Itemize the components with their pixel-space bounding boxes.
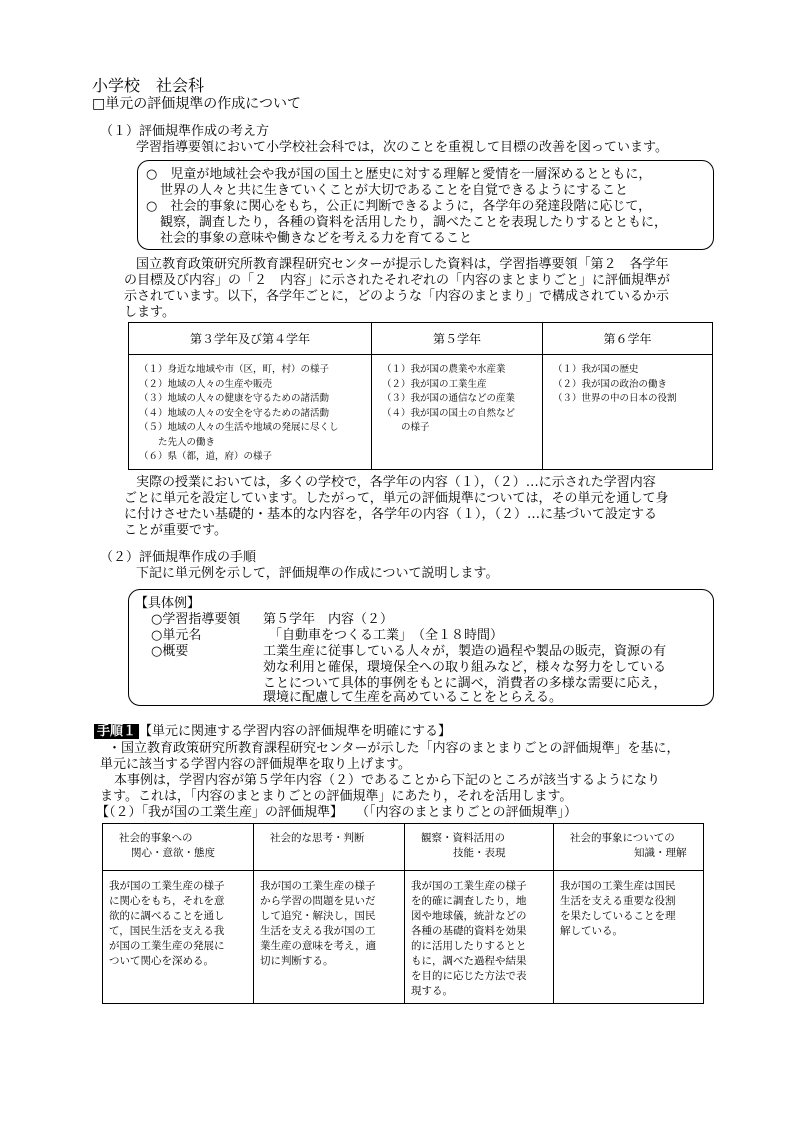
list-item: の様子 — [382, 422, 430, 433]
grade-header: 第５学年 — [372, 323, 543, 355]
criteria-caption: 【（２）「我が国の工業生産」の評価規準】 （「内容のまとまりごとの評価規準」） — [96, 805, 578, 820]
grade-header: 第３学年及び第４学年 — [129, 323, 372, 355]
list-item: （３）世界の中の日本の役割 — [553, 393, 677, 404]
grade-content-table — [128, 322, 713, 470]
criteria-cell: 我が国の工業生産の様子 に関心をもち，それを意 欲的に調べることを通し て，国民生活を支える我 が国の工業生産の発展に ついて関心を深める。 — [103, 871, 254, 1004]
section2-heading: （２）評価規準作成の手順 — [100, 550, 257, 565]
grade34-cell — [129, 355, 372, 470]
goals-box — [137, 160, 714, 250]
list-item: （４）我が国の国土の自然など — [382, 407, 516, 419]
grade5-cell — [372, 355, 543, 470]
criteria-cell: 我が国の工業生産の様子 から学習の問題を見いだ して追究・解決し，国民 生活を支える我が国の工 業生産の意味を考え，適 切に判断する。 — [254, 871, 405, 1004]
list-item: （３）地域の人々の健康を守るための諸活動 — [139, 393, 330, 404]
page-title: 小学校 社会科 — [92, 76, 205, 95]
page-subtitle: □単元の評価規準の作成について — [92, 96, 301, 112]
para-line: の目標及び内容」の「２ 内容」に示されたそれぞれの「内容のまとまりごと」に評価規準が — [124, 273, 671, 288]
para2-line: ことが重要です。 — [124, 523, 227, 538]
para-line: 国立教育政策研究所教育課程研究センターが提示した資料は，学習指導要領「第２ 各学年 — [136, 257, 669, 272]
para2-line: 実際の授業においては，多くの学校で，各学年の内容（１），（２）…に示された学習内容 — [136, 475, 656, 490]
para2-line: に付けさせたい基礎的・基本的な内容を，各学年の内容（１），（２）…に基づいて設定する — [124, 507, 658, 522]
example-label: 【具体例】 — [135, 596, 201, 611]
step1-line: 単元に該当する学習内容の評価規準を取り上げます。 — [100, 757, 411, 772]
list-item: （５）地域の人々の生活や地域の発展に尽くし — [139, 422, 339, 433]
step-badge: 手順１ — [94, 724, 139, 739]
summary-line: 環境に配慮して生産を高めていることをとらえる。 — [263, 690, 563, 705]
goal-line: ○ 児童が地域社会や我が国の国土と歴史に対する理解と愛情を一層深めるとともに， — [146, 167, 652, 182]
goal-line: 世界の人々と共に生きていくことが大切であることを自覚できるようにすること — [160, 183, 629, 198]
criteria-table — [102, 823, 704, 1004]
list-item: （１）我が国の歴史 — [553, 364, 639, 375]
summary-line: 効な利用と確保，環境保全への取り組みなど，様々な努力をしている — [263, 660, 667, 675]
example-key: ○学習指導要領 — [151, 612, 241, 627]
list-item: （１）我が国の農業や水産業 — [382, 364, 506, 375]
para2-line: ごとに単元を設定しています。したがって，単元の評価規準については，その単元を通して身 — [124, 491, 669, 506]
criteria-header: 社会的な思考・判断 — [254, 824, 405, 871]
list-item: （６）県（都，道，府）の様子 — [139, 451, 273, 462]
grade6-cell — [543, 355, 713, 470]
example-value: 第５学年 内容（２） — [263, 612, 394, 627]
step1-line: ます。これは，「内容のまとまりごとの評価規準」にあたり，それを活用します。 — [100, 789, 573, 804]
step-title: 【単元に関連する学習内容の評価規準を明確にする】 — [139, 724, 452, 739]
goal-line: 社会的事象の意味や働きなどを考える力を育てること — [160, 231, 473, 246]
example-box — [128, 589, 714, 706]
section1-heading: （１）評価規準作成の考え方 — [100, 124, 270, 139]
list-item: （１）身近な地域や市（区，町，村）の様子 — [139, 364, 330, 375]
list-item: （４）地域の人々の安全を守るための諸活動 — [139, 407, 330, 419]
list-item: （２）地域の人々の生産や販売 — [139, 378, 273, 390]
list-item: （２）我が国の工業生産 — [382, 378, 487, 390]
summary-line: ことについて具体的事例をもとに調べ，消費者の多様な需要に応え， — [263, 676, 667, 691]
para-line: します。 — [124, 305, 175, 320]
goal-line: ○ 社会的事象に関心をもち，公正に判断できるように，各学年の発達段階に応じて， — [146, 199, 652, 214]
grade-header: 第６学年 — [543, 323, 713, 355]
list-item: （２）我が国の政治の働き — [553, 378, 668, 390]
example-value: 「自動車をつくる工業」 （全１８時間） — [269, 628, 504, 643]
criteria-cell: 我が国の工業生産の様子 を的確に調査したり，地 図や地球儀，統計などの 各種の基礎的資料を効果 的に活用したりするとと もに，調べた過程や結果 を目的に応じた方法で表 現する。 — [405, 871, 554, 1004]
criteria-header: 社会的事象についての 知識・理解 — [554, 824, 704, 871]
section2-intro: 下記に単元例を示して，評価規準の作成について説明します。 — [136, 566, 499, 581]
goal-line: 観察，調査したり，各種の資料を活用したり，調べたことを表現したりするとともに， — [160, 215, 668, 230]
step1-line: 本事例は，学習内容が第５学年内容（２）であることから下記のところが該当するようになり — [114, 773, 661, 788]
para-line: 示されています。以下，各学年ごとに，どのような「内容のまとまり」で構成されているか示 — [124, 289, 669, 304]
list-item: た先人の働き — [139, 436, 216, 448]
criteria-header: 観察・資料活用の 技能・表現 — [405, 824, 554, 871]
example-key: ○概要 — [151, 644, 189, 659]
step1-heading — [94, 724, 451, 740]
step1-line: ・国立教育政策研究所教育課程研究センターが示した「内容のまとまりごとの評価規準」を基に， — [108, 741, 680, 756]
summary-line: 工業生産に従事している人々が，製造の過程や製品の販売，資源の有 — [263, 644, 667, 659]
criteria-cell: 我が国の工業生産は国民 生活を支える重要な役割 を果たしていることを理 解している。 — [554, 871, 704, 1004]
example-key: ○単元名 — [151, 628, 202, 643]
criteria-header: 社会的事象への 関心・意欲・態度 — [103, 824, 254, 871]
section1-intro: 学習指導要領において小学校社会科では，次のことを重視して目標の改善を図っています。 — [136, 140, 668, 155]
list-item: （３）我が国の通信などの産業 — [382, 393, 516, 404]
